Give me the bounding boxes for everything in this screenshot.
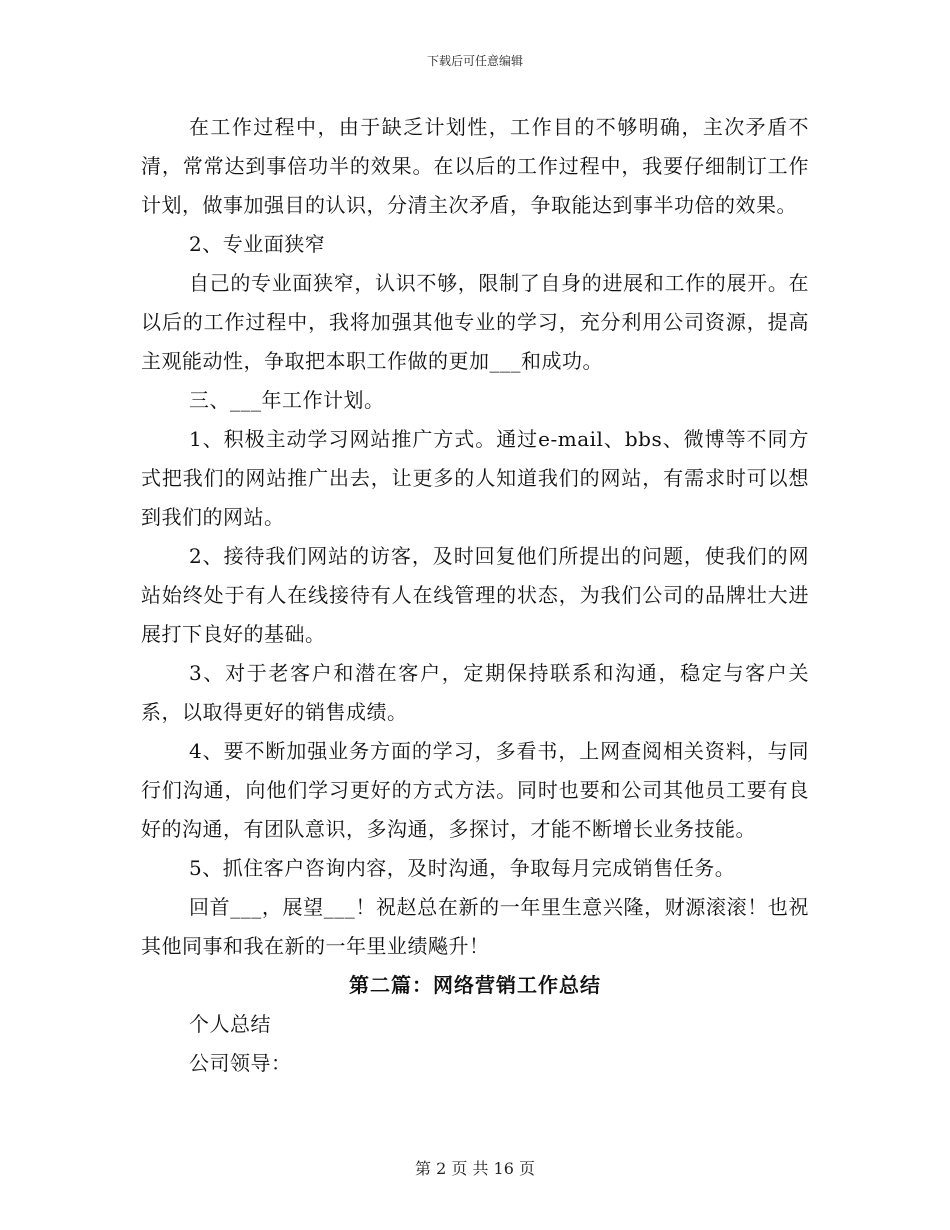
- salutation: 公司领导：: [189, 1051, 292, 1075]
- closing-paragraph: 回首___，展望___！祝赵总在新的一年里生意兴隆，财源滚滚！也祝其他同事和我在新的一年里业绩飚升！: [141, 895, 809, 958]
- plan-item-4: 4、要不断加强业务方面的学习，多看书，上网查阅相关资料，与同行们沟通，向他们学习更好的方式方法。同时也要和公司其他员工要有良好的沟通，有团队意识，多沟通，多探讨，才能不断增长业务技能。: [141, 739, 809, 841]
- heading-narrow-expertise: 2、专业面狭窄: [189, 232, 326, 256]
- page-header: 下载后可任意编辑: [426, 54, 523, 68]
- plan-item-3: 3、对于老客户和潜在客户，定期保持联系和沟通，稳定与客户关系，以取得更好的销售成绩。: [141, 661, 809, 724]
- plan-item-1: 1、积极主动学习网站推广方式。通过e-mail、bbs、微博等不同方式把我们的网站推广出去，让更多的人知道我们的网站，有需求时可以想到我们的网站。: [141, 427, 809, 529]
- page-footer: 第 2 页 共 16 页: [415, 1159, 535, 1178]
- plan-item-2: 2、接待我们网站的访客，及时回复他们所提出的问题，使我们的网站始终处于有人在线接待有人在线管理的状态，为我们公司的品牌壮大进展打下良好的基础。: [141, 544, 809, 646]
- section-title: 第二篇：网络营销工作总结: [349, 973, 601, 997]
- document-body: [141, 108, 809, 1083]
- heading-work-plan: 三、___年工作计划。: [189, 388, 385, 412]
- plan-item-5: 5、抓住客户咨询内容，及时沟通，争取每月完成销售任务。: [189, 856, 736, 880]
- personal-summary-label: 个人总结: [189, 1012, 271, 1036]
- paragraph-planning: 在工作过程中，由于缺乏计划性，工作目的不够明确，主次矛盾不清，常常达到事倍功半的效果。在以后的工作过程中，我要仔细制订工作计划，做事加强目的认识，分清主次矛盾，争取能达到事半功倍的效果。: [141, 115, 809, 217]
- paragraph-expertise: 自己的专业面狭窄，认识不够，限制了自身的进展和工作的展开。在以后的工作过程中，我将加强其他专业的学习，充分利用公司资源，提高主观能动性，争取把本职工作做的更加___和成功。: [141, 271, 809, 373]
